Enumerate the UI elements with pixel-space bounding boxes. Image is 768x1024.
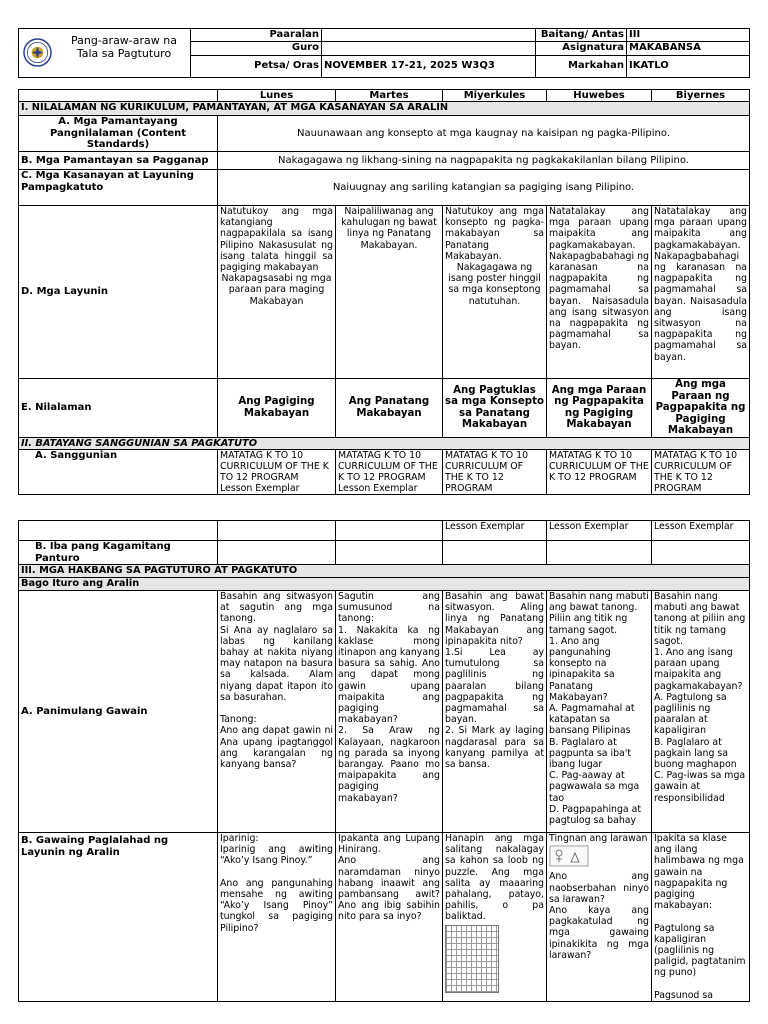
asignatura-label: Asignatura [536,42,627,55]
objective-text: Natutukoy ang mga katangiang nagpapakilala sa isang Pilipino Nakasusulat ng isang talata hinggil sa pagiging makabayan [220,206,333,274]
day-header: Miyerkules [443,90,547,102]
asignatura-value: MAKABANSA [627,42,750,55]
subsection-heading: Bago Ituro ang Aralin [19,578,750,591]
continued-references-fri: Lesson Exemplar [652,521,750,541]
opening-cell-wed: Basahin ang bawat sitwasyon. Aling linya ng Panatang Makabayan ang ipinapakita nito? 1.Si Lea ay tumutulong sa paglilinis ng paaralan bilang pagpapakita ng pagmamahal sa bayan. 2. Si Mark ay laging nagdarasal para sa kanyang pamilya at sa bansa. [443,591,547,833]
word-puzzle-image [445,925,499,993]
content-cell-thu: Ang mga Paraan ng Pagpapakita ng Pagiging Makabayan [547,379,652,438]
references-cell-thu: MATATAG K TO 10 CURRICULUM OF THE K TO 12 PROGRAM [547,449,652,495]
objective-cell-wed [443,206,547,379]
content-cell-wed: Ang Pagtuklas sa mga Konsepto sa Panatang Makabayan [443,379,547,438]
references-label: A. Sanggunian [19,449,218,495]
references-cell-wed: MATATAG K TO 10 CURRICULUM OF THE K TO 12 PROGRAM [443,449,547,495]
day-header: Lunes [218,90,336,102]
objective-cell-mon [218,206,336,379]
blank-cell [336,541,443,565]
objective-cell-tue: Naipaliliwanag ang kahulugan ng bawat linya ng Panatang Makabayan. [336,206,443,379]
references-cell-fri: MATATAG K TO 10 CURRICULUM OF THE K TO 12 PROGRAM [652,449,750,495]
markahan-label: Markahan [536,55,627,77]
opening-activity-label: A. Panimulang Gawain [19,591,218,833]
competencies-label: C. Mga Kasanayan at Layuning Pampagkatuto [19,170,218,206]
presentation-cell-fri: Ipakita sa klase ang ilang halimbawa ng mga gawain na nagpapakita ng pagiging makabayan: Pagtulong sa kapaligiran (paglilinis ng paligid, pagtatanim ng puno) Pagsunod sa [652,833,750,1002]
day-header: Biyernes [652,90,750,102]
objective-cell-thu: Natatalakay ang mga paraan upang maipakita ang pagkamakabayan. Nakapagbabahagi ng karanasan na nagpapakita ng pagmamahal sa bayan. Naisasadula ang isang sitwasyon na nagpapakita ng pagmamahal sa bayan. [547,206,652,379]
opening-cell-fri: Basahin nang mabuti ang bawat tanong at piliin ang titik ng tamang sagot. 1. Ano ang isang paraan upang maipakita ang pagkamakabayan? A. Pagtulong sa paglilinis ng paaralan at kapaligiran B. Paglalaro at pagkain lang sa buong maghapon C. Pag-iwas sa mga gawain at responsibilidad [652,591,750,833]
presentation-cell-wed [443,833,547,1002]
opening-cell-mon: Basahin ang sitwasyon at sagutin ang mga tanong. Si Ana ay naglalaro sa labas ng kanilang bahay at nakita niyang may natapon na basura sa kalsada. Alam niyang dapat itapon ito sa basurahan. Tanong: Ano ang dapat gawin ni Ana upang ipagtanggol ang karangalan ng kanyang bansa? [218,591,336,833]
presentation-cell-tue: Ipakanta ang Lupang Hinirang. Ano ang naramdaman ninyo habang inaawit ang pambansang awit? Ano ang ibig sabihin nito para sa inyo? [336,833,443,1002]
blank-cell [652,541,750,565]
section-heading: III. MGA HAKBANG SA PAGTUTURO AT PAGKATUTO [19,565,750,578]
header-table [18,28,750,78]
presentation-text: Tingnan ang larawan [549,833,648,844]
section-heading: II. BATAYANG SANGGUNIAN SA PAGKATUTO [19,437,750,449]
presentation-text: Hanapin ang mga salitang nakalagay sa kahon sa loob ng puzzle. Ang mga salita ay maaaring pahalang, patayo, pahilis, o pa baliktad. [445,833,544,923]
day-header: Huwebes [547,90,652,102]
petsa-value: NOVEMBER 17-21, 2025 W3Q3 [322,55,536,77]
paaralan-label: Paaralan [191,29,322,42]
lesson-plan-table-2 [18,520,750,1002]
baitang-label: Baitang/ Antas [536,29,627,42]
lesson-plan-table-1 [18,89,750,495]
presentation-cell-thu [547,833,652,1002]
corner-cell [19,90,218,102]
competencies-text: Naiuugnay ang sariling katangian sa pagiging isang Pilipino. [218,170,750,206]
guro-value [322,42,536,55]
activity-picture [549,845,589,867]
references-cell-mon: MATATAG K TO 10 CURRICULUM OF THE K TO 12 PROGRAM Lesson Exemplar [218,449,336,495]
section-heading: I. NILALAMAN NG KURIKULUM, PAMANTAYAN, AT MGA KASANAYAN SA ARALIN [19,102,750,116]
other-materials-label: B. Iba pang Kagamitang Panturo [19,541,218,565]
continued-references-thu: Lesson Exemplar [547,521,652,541]
presentation-cell-mon: Iparinig: Iparinig ang awiting “Ako’y Isang Pinoy.” Ano ang pangunahing mensahe ng awiting “Ako’y Isang Pinoy” tungkol sa pagiging Pilipino? [218,833,336,1002]
blank-cell [19,521,218,541]
content-cell-mon: Ang Pagiging Makabayan [218,379,336,438]
guro-label: Guro [191,42,322,55]
performance-standards-label: B. Mga Pamantayan sa Pagganap [19,152,218,170]
petsa-label: Petsa/ Oras [191,55,322,77]
content-cell-fri: Ang mga Paraan ng Pagpapakita ng Pagiging Makabayan [652,379,750,438]
blank-cell [547,541,652,565]
content-standards-label: A. Mga Pamantayang Pangnilalaman (Content Standards) [19,116,218,152]
content-cell-tue: Ang Panatang Makabayan [336,379,443,438]
paaralan-value [322,29,536,42]
header-title: Pang-araw-araw na Tala sa Pagtuturo [71,34,177,60]
continued-references-wed: Lesson Exemplar [443,521,547,541]
content-label: E. Nilalaman [19,379,218,438]
opening-cell-tue: Sagutin ang sumusunod na tanong: 1. Nakakita ka ng kaklase mong itinapon ang kanyang basura sa sahig. Ano ang dapat mong gawin upang maipakita ang pagiging makabayan? 2. Sa Araw ng Kalayaan, nagkaroon ng parada sa inyong barangay. Paano mo maipapakita ang pagiging makabayan? [336,591,443,833]
objective-cell-fri: Natatalakay ang mga paraan upang maipakita ang pagkamakabayan. Nakapagbabahagi ng karanasan na nagpapakita ng pagmamahal sa bayan. Naisasadula ang isang sitwasyon na nagpapakita ng pagmamahal sa bayan. [652,206,750,379]
blank-cell [218,541,336,565]
blank-cell [336,521,443,541]
deped-seal-icon [23,38,52,67]
blank-cell [443,541,547,565]
blank-cell [218,521,336,541]
day-header: Martes [336,90,443,102]
performance-standards-text: Nakagagawa ng likhang-sining na nagpapakita ng pagkakakilanlan bilang Pilipino. [218,152,750,170]
content-standards-text: Nauunawaan ang konsepto at mga kaugnay na kaisipan ng pagka-Pilipino. [218,116,750,152]
objective-text: Nakapagsasabi ng mga paraan para maging Makabayan [221,273,332,307]
presentation-text: Ano ang naobserbahan ninyo sa larawan? Ano kaya ang pagkakatulad ng mga gawaing ipinakikita ng mga larawan? [549,871,649,961]
references-cell-tue: MATATAG K TO 10 CURRICULUM OF THE K TO 12 PROGRAM Lesson Exemplar [336,449,443,495]
header-title-cell [19,29,191,78]
markahan-value: IKATLO [627,55,750,77]
baitang-value: III [627,29,750,42]
objectives-label: D. Mga Layunin [19,206,218,379]
objective-presentation-label: B. Gawaing Paglalahad ng Layunin ng Aralin [19,833,218,1002]
opening-cell-thu: Basahin nang mabuti ang bawat tanong. Piliin ang titik ng tamang sagot. 1. Ano ang pangunahing konsepto na ipinapakita sa Panatang Makabayan? A. Pagmamahal at katapatan sa bansang Pilipinas B. Paglalaro at pagpunta sa iba't ibang lugar C. Pag-aaway at pagwawala sa mga tao D. Pagpapahinga at pagtulog sa bahay [547,591,652,833]
objective-text: Nakagagawa ng isang poster hinggil sa mga konseptong natutuhan. [448,262,541,307]
objective-text: Natutukoy ang mga konsepto ng pagka-makabayan sa Panatang Makabayan. [445,206,544,262]
